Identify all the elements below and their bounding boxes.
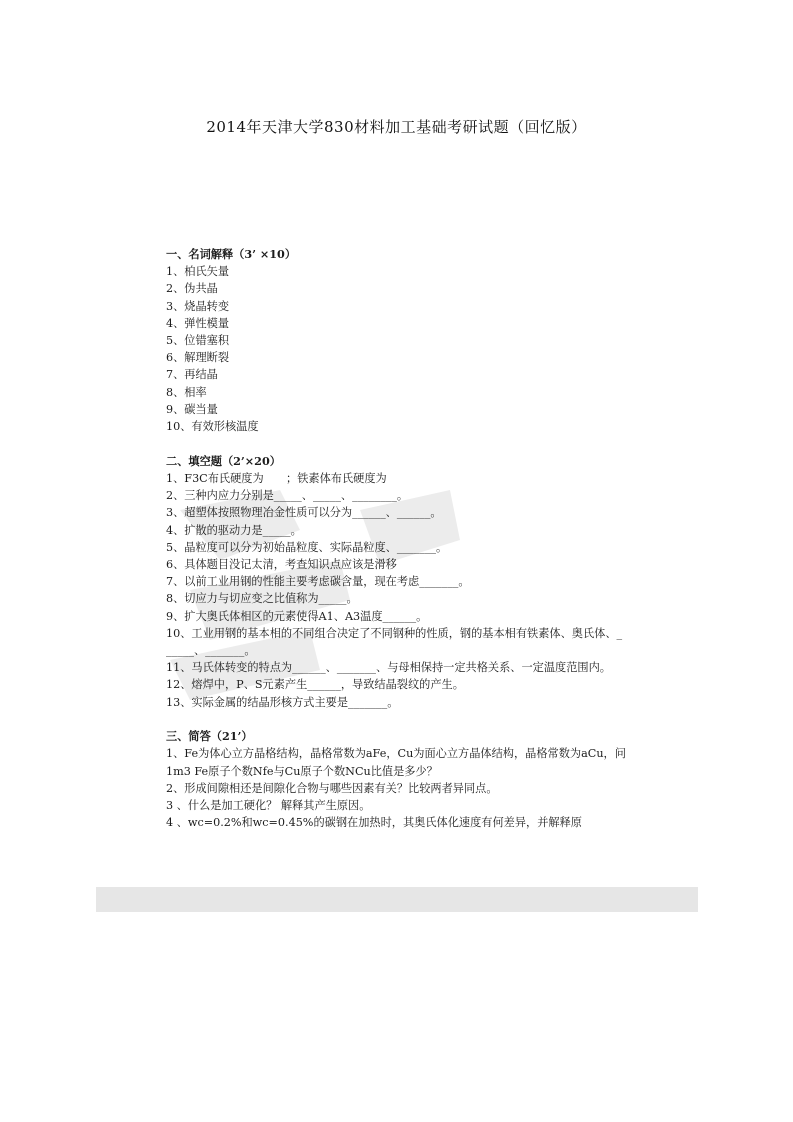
list-item: 6、解理断裂 (166, 351, 230, 365)
list-item: 10、有效形核温度 (166, 420, 259, 434)
list-item: 5、位错塞积 (166, 334, 230, 348)
section-heading: 三、简答（21’） (166, 729, 253, 744)
section-definitions (166, 246, 626, 435)
section-heading: 二、填空题（2’×20） (166, 453, 281, 468)
list-item: 11、马氏体转变的特点为______、_______、与母相保持一定共格关系、一定温度范围内。 (166, 661, 611, 675)
list-item: 1、Fe为体心立方晶格结构，晶格常数为aFe，Cu为面心立方晶体结构，晶格常数为aCu，问1m3 Fe原子个数Nfe与Cu原子个数NCu比值是多少？ (166, 747, 626, 778)
section-short-answer (166, 728, 626, 831)
list-item: 1、柏氏矢量 (166, 265, 230, 279)
list-item: 3、超塑体按照物理冶金性质可以分为______、______。 (166, 506, 442, 520)
document-title: 2014年天津大学830材料加工基础考研试题（回忆版） (206, 118, 587, 136)
list-item: 8、相率 (166, 385, 207, 399)
list-item: 13、实际金属的结晶形核方式主要是_______。 (166, 695, 399, 709)
list-item: 4、扩散的驱动力是_____。 (166, 523, 302, 537)
list-item: 4、弹性模量 (166, 316, 230, 330)
list-item: 9、碳当量 (166, 402, 218, 416)
page-divider-band (96, 887, 698, 912)
section-fill-in (166, 453, 626, 711)
list-item: 4 、wc=0.2%和wc=0.45%的碳钢在加热时，其奥氏体化速度有何差异，并解释原 (166, 816, 582, 830)
list-item: 7、以前工业用钢的性能主要考虑碳含量，现在考虑_______。 (166, 575, 470, 589)
list-item: 6、具体题目没记太清，考查知识点应该是滑移 (166, 557, 397, 571)
list-item: 8、切应力与切应变之比值称为_____。 (166, 592, 358, 606)
document-body (166, 246, 626, 832)
list-item: 3 、什么是加工硬化？ 解释其产生原因。 (166, 799, 371, 813)
list-item: 12、熔焊中，P、S元素产生______，导致结晶裂纹的产生。 (166, 678, 464, 692)
list-item: 1、F3C布氏硬度为 ；铁素体布氏硬度为 (166, 471, 387, 485)
list-item: 10、工业用钢的基本相的不同组合决定了不同钢种的性质，钢的基本相有铁素体、奥氏体、______、_______。 (166, 626, 623, 657)
list-item: 2、形成间隙相还是间隙化合物与哪些因素有关？比较两者异同点。 (166, 781, 498, 795)
list-item: 7、再结晶 (166, 368, 218, 382)
list-item: 3、烧晶转变 (166, 299, 230, 313)
section-heading: 一、名词解释（3’ ×10） (166, 247, 297, 261)
list-item: 2、伪共晶 (166, 282, 218, 296)
list-item: 2、三种内应力分别是_____、_____、________。 (166, 489, 409, 503)
list-item: 5、晶粒度可以分为初始晶粒度、实际晶粒度、_______。 (166, 540, 448, 554)
list-item: 9、扩大奥氏体相区的元素使得A1、A3温度______。 (166, 609, 428, 623)
